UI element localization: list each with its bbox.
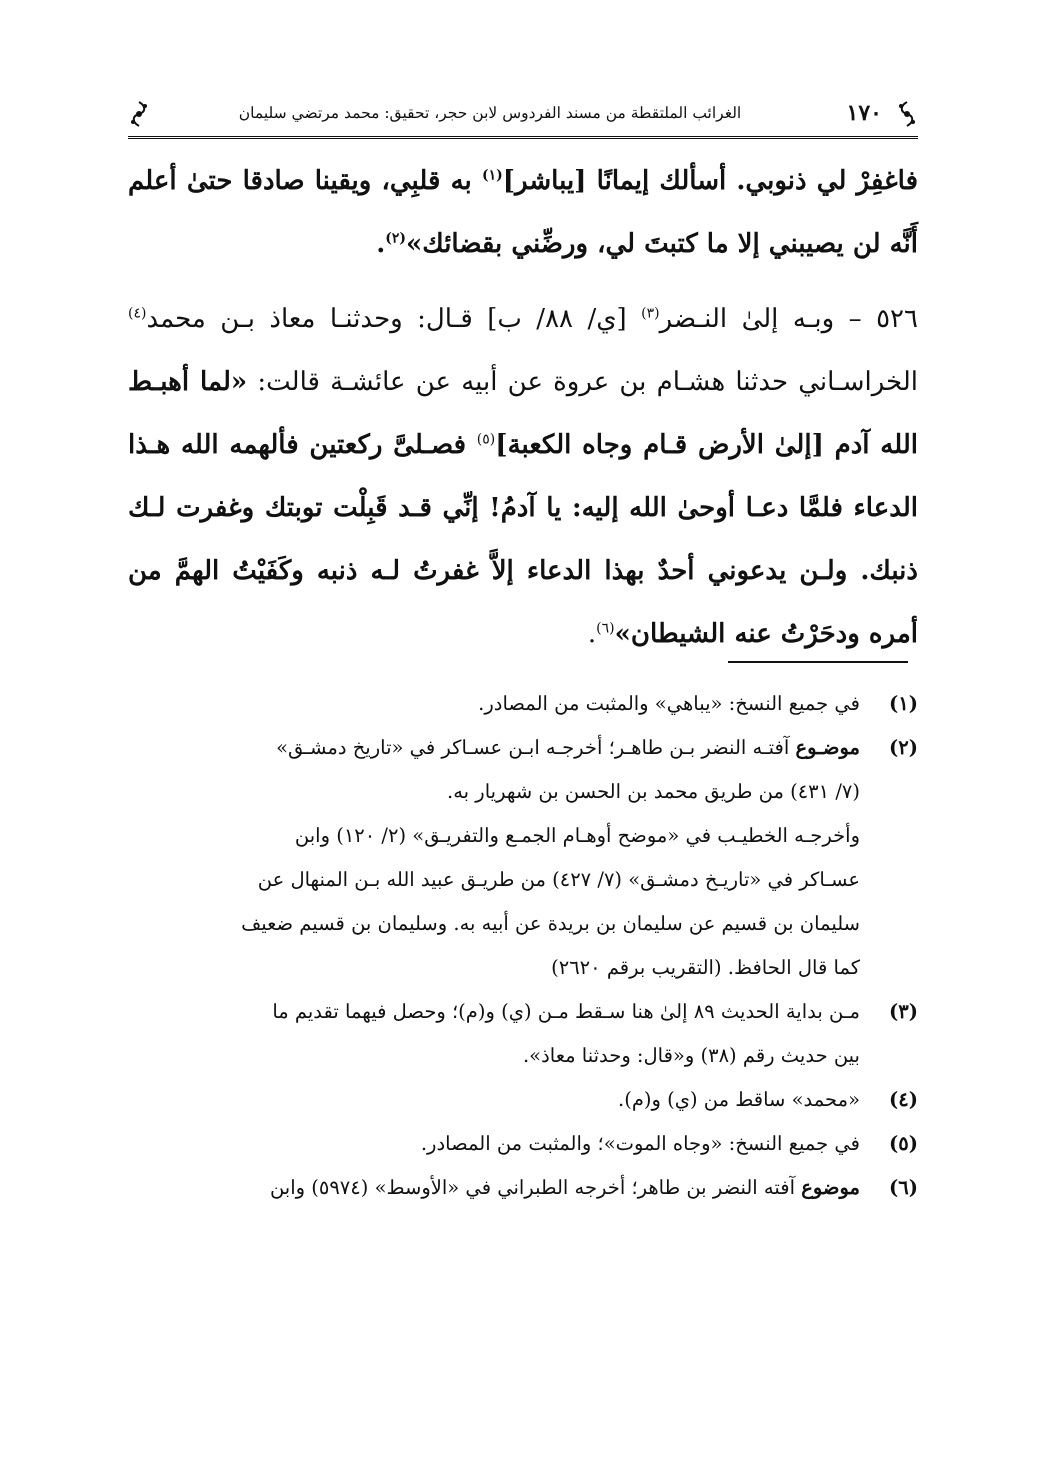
footnote-ref[interactable]: (١) — [481, 167, 503, 184]
hadith-text: فصـلىَّ ركعتين فألهمه الله هـذا الدعاء فلمَّا دعـا أوحىٰ الله إليه: يا آدمُ! إنِّي قـد قَبِلْت توبتك وغفرت لـك ذنبك. ولـن يدعوني أحدٌ بهذا الدعاء إلاَّ غفرتُ لـه ذنبه وكَفَيْتُ الهمَّ من أمره ودحَرْتُ عنه الشيطان» — [128, 430, 918, 649]
footnote-ref[interactable]: (٣) — [641, 305, 660, 322]
ornament-left-icon — [128, 100, 150, 128]
footnote-body — [128, 1166, 860, 1210]
footnote-number: (١) — [889, 692, 918, 715]
footnote-body — [128, 726, 860, 990]
footnote-line: (٧/ ٤٣١) من طريق محمد بن الحسن بن شهريار به. — [447, 780, 860, 803]
main-text — [128, 150, 918, 666]
text-run: به قلبِي، ويقينا صادقا حتىٰ أعلم أَنَّه لن يصيبني إلا ما كتبتَ لي، ورضِّني بقضائك» — [128, 166, 918, 259]
footnotes — [128, 682, 918, 1210]
footnote-line — [128, 726, 860, 770]
footnote-ref[interactable]: (٥) — [476, 431, 496, 448]
text-run: [ي/ ٨٨/ ب] قـال: وحدثنـا معاذ بـن محمد — [146, 304, 642, 334]
footnote-5 — [128, 1122, 918, 1166]
footnote-number: (٤) — [889, 1088, 918, 1111]
hadith-text: «لما أهبـط الله آدم [إلىٰ الأرض قـام وجاه الكعبة] — [128, 367, 918, 460]
text-run: ٥٢٦ – وبـه إلىٰ النـضر — [659, 304, 918, 334]
grading-label: موضوع — [801, 1176, 860, 1199]
ornament-right-icon — [896, 100, 918, 128]
page-number: ١٧٠ — [846, 100, 882, 126]
footnote-number: (٣) — [889, 1000, 918, 1023]
footnote-line: في جميع النسخ: «وجاه الموت»؛ والمثبت من المصادر. — [420, 1132, 860, 1155]
footnote-line: مـن بداية الحديث ٨٩ إلىٰ هنا سـقط مـن (ي) و(م)؛ وحصل فيهما تقديم ما — [272, 1000, 860, 1023]
running-title: الغرائب الملتقطة من مسند الفردوس لابن حجر، تحقيق: محمد مرتضي سليمان — [238, 104, 742, 122]
footnote-line — [128, 1166, 860, 1210]
text-run: الخراسـاني حدثنا هشـام بن عروة عن أبيه عن عائشـة قالت: — [247, 367, 918, 397]
footnote-number: (٢) — [889, 736, 918, 759]
text-run: آفتـه النضر بـن طاهـر؛ أخرجـه ابـن عسـاكر في «تاريخ دمشـق» — [276, 736, 796, 759]
footnote-2 — [128, 726, 918, 990]
footnote-body — [128, 1078, 860, 1122]
footnote-6 — [128, 1166, 918, 1210]
text-run: فاغفِرْ لي ذنوبي. أسألك إيمانًا [يباشر] — [502, 166, 919, 196]
footnote-4 — [128, 1078, 918, 1122]
footnote-line: في جميع النسخ: «يباهي» والمثبت من المصادر. — [478, 692, 860, 715]
running-header — [128, 96, 918, 140]
text-run: آفته النضر بن طاهر؛ أخرجه الطبراني في «الأوسط» (٥٩٧٤) وابن — [269, 1176, 802, 1199]
paragraph-continued — [128, 150, 918, 276]
footnote-line: بين حديث رقم (٣٨) و«قال: وحدثنا معاذ». — [522, 1044, 860, 1067]
footnote-line: كما قال الحافظ. (التقريب برقم ٢٦٢٠) — [551, 956, 860, 979]
footnote-3 — [128, 990, 918, 1078]
footnote-body — [128, 1122, 860, 1166]
hadith-526 — [128, 288, 918, 666]
header-rule — [128, 136, 918, 139]
footnote-number: (٥) — [889, 1132, 918, 1155]
footnote-line: «محمد» ساقط من (ي) و(م). — [618, 1088, 860, 1111]
footnote-body — [128, 990, 860, 1078]
footnote-1 — [128, 682, 918, 726]
footnote-line: وأخرجـه الخطيـب في «موضح أوهـام الجمـع والتفريـق» (٢/ ١٢٠) وابن — [294, 824, 860, 847]
footnote-ref[interactable]: (٤) — [128, 305, 147, 322]
footnote-ref[interactable]: (٦) — [596, 620, 615, 637]
footnote-ref[interactable]: (٢) — [385, 230, 407, 247]
text-run: . — [587, 619, 597, 649]
text-run: . — [376, 229, 386, 259]
footnote-body — [128, 682, 860, 726]
footnote-separator — [728, 661, 908, 663]
footnote-line: عسـاكر في «تاريـخ دمشـق» (٧/ ٤٢٧) من طريـق عبيد الله بـن المنهال عن — [257, 868, 860, 891]
footnote-number: (٦) — [889, 1176, 918, 1199]
footnote-line: سليمان بن قسيم عن سليمان بن بريدة عن أبيه به. وسليمان بن قسيم ضعيف — [241, 912, 860, 935]
grading-label: موضـوع — [795, 736, 860, 759]
